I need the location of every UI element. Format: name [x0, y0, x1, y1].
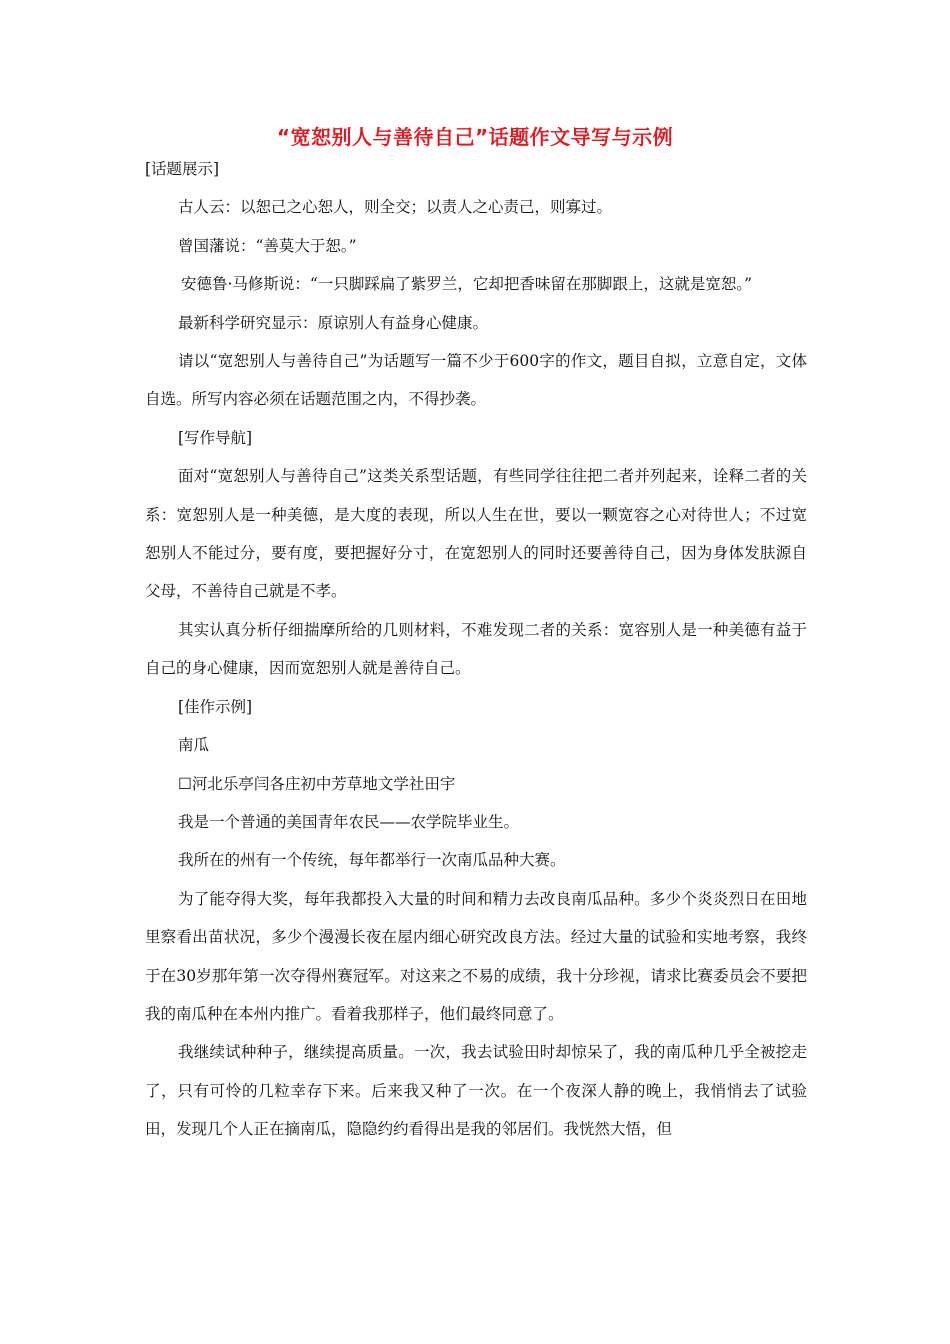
topic-instruction: 请以“宽恕别人与善待自己”为话题写一篇不少于600字的作文，题目自拟，立意自定，文体自选。所写内容必须在话题范围之内，不得抄袭。 — [145, 352, 807, 409]
essay-paragraph-4: 我继续试种种子，继续提高质量。一次，我去试验田时却惊呆了，我的南瓜种几乎全被挖走了，只有可怜的几粒幸存下来。后来我又种了一次。在一个夜深人静的晚上，我悄悄去了试验田，发现几个人正在摘南瓜，隐隐约约看得出是我的邻居们。我恍然大悟，但 — [145, 1043, 807, 1139]
essay-paragraph-2: 我所在的州有一个传统，每年都举行一次南瓜品种大赛。 — [178, 851, 566, 870]
essay-author: ☐河北乐亭闫各庄初中芳草地文学社田宇 — [178, 774, 456, 793]
guide-paragraph-1: 面对“宽恕别人与善待自己”这类关系型话题，有些同学往往把二者并列起来，诠释二者的关系：宽恕别人是一种美德，是大度的表现，所以人生在世，要以一颗宽容之心对待世人；不过宽恕别人不能过分，要有度，要把握好分寸，在宽恕别人的同时还要善待自己，因为身体发肤源自父母，不善待自己就是不孝。 — [145, 467, 807, 601]
essay-paragraph-1: 我是一个普通的美国青年农民——农学院毕业生。 — [178, 812, 520, 831]
topic-quote-4: 最新科学研究显示：原谅别人有益身心健康。 — [178, 313, 489, 332]
guide-paragraph-2: 其实认真分析仔细揣摩所给的几则材料，不难发现二者的关系：宽容别人是一种美德有益于自己的身心健康，因而宽恕别人就是善待自己。 — [145, 620, 807, 678]
guide-heading: [写作导航] — [178, 428, 253, 447]
topic-quote-3: 安德鲁·马修斯说：“一只脚踩扁了紫罗兰，它却把香味留在那脚跟上，这就是宽恕。” — [181, 275, 753, 294]
topic-quote-2: 曾国藩说：“善莫大于恕。” — [178, 236, 357, 255]
essay-paragraph-3: 为了能夺得大奖，每年我都投入大量的时间和精力去改良南瓜品种。多少个炎炎烈日在田地里察看出苗状况，多少个漫漫长夜在屋内细心研究改良方法。经过大量的试验和实地考察，我终于在30岁那年第一次夺得州赛冠军。对这来之不易的成绩，我十分珍视，请求比赛委员会不要把我的南瓜种在本州内推广。看着我那样子，他们最终同意了。 — [145, 889, 807, 1023]
document-title: “宽恕别人与善待自己”话题作文导写与示例 — [276, 125, 674, 149]
topic-heading: [话题展示] — [145, 160, 220, 178]
topic-quote-1: 古人云：以恕己之心恕人，则全交；以责人之心责己，则寡过。 — [178, 198, 613, 217]
document-body — [145, 150, 807, 1149]
essay-title: 南瓜 — [178, 736, 210, 755]
example-heading: [佳作示例] — [178, 697, 253, 716]
